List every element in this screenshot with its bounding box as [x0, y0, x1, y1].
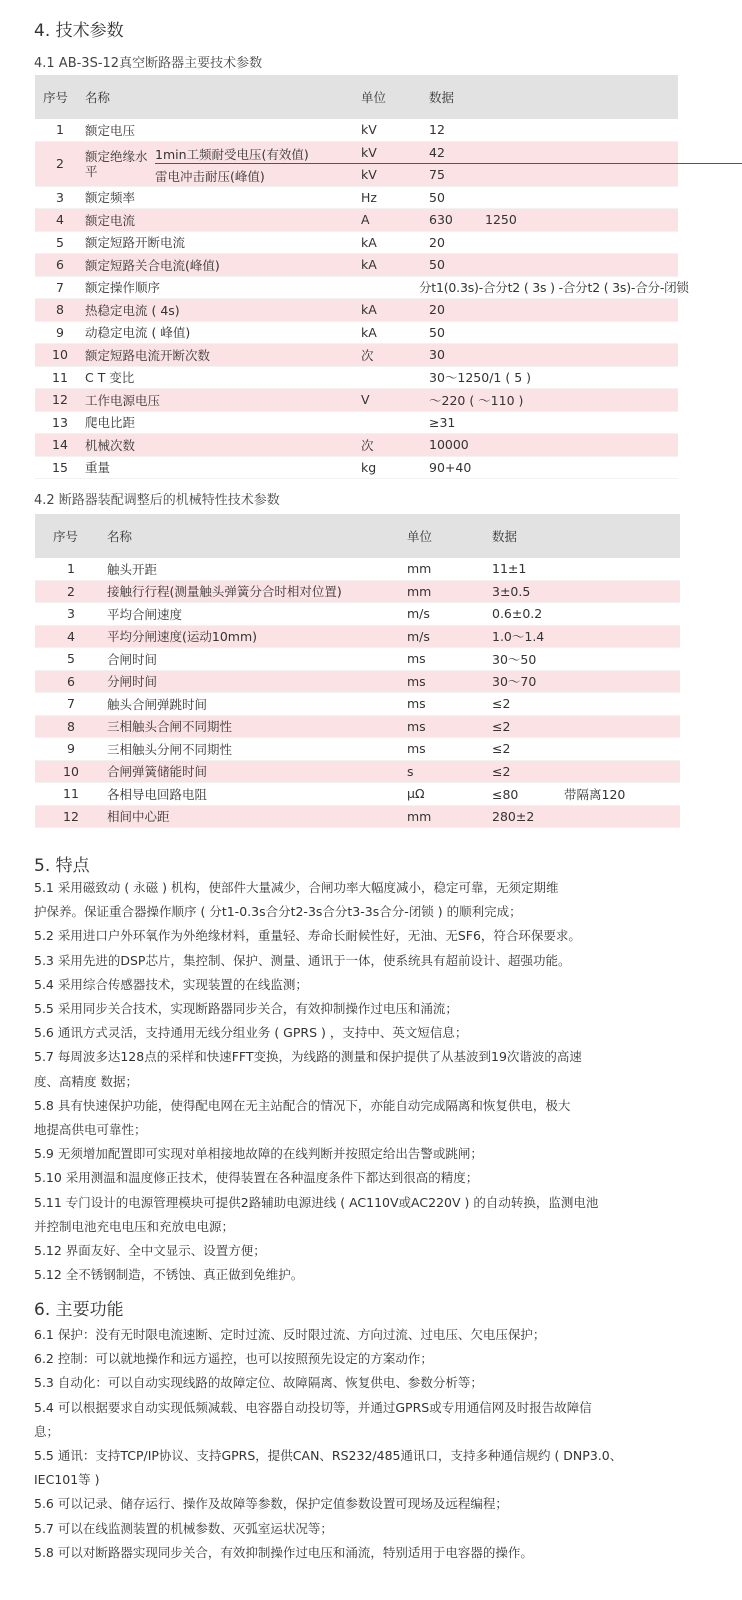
row-no: 3	[35, 603, 107, 626]
list-line: 5.3 自动化：可以自动实现线路的故障定位、故障隔离、恢复供电、参数分析等；	[34, 1375, 483, 1391]
list-line: 地提高供电可靠性；	[34, 1122, 147, 1138]
row-value: 42	[429, 144, 445, 160]
row-no: 4	[35, 625, 107, 648]
row-name: 平均分闸速度(运动10mm)	[107, 625, 407, 648]
row-unit-group	[361, 141, 429, 186]
row-no: 11	[35, 366, 85, 389]
list-line: 5.4 可以根据要求自动实现低频减载、电容器自动投切等，并通过GPRS或专用通信网及时报告故障信	[34, 1399, 592, 1415]
row-no: 3	[35, 186, 85, 209]
row-name: 三相触头分闸不同期性	[107, 738, 407, 761]
table-row	[35, 434, 678, 457]
list-line: IEC101等 )	[34, 1472, 100, 1488]
table-row	[35, 344, 678, 367]
row-unit: μΩ	[407, 783, 492, 806]
table2-caption: 4.2 断路器装配调整后的机械特性技术参数	[34, 493, 280, 508]
row-name: 额定频率	[85, 186, 361, 209]
row-unit: kA	[361, 299, 429, 322]
row-unit: s	[407, 760, 492, 783]
row-value: 30～1250/1 ( 5 )	[429, 366, 678, 389]
row-value: ≤2	[492, 715, 680, 738]
row-value-alt: 带隔离120	[564, 786, 626, 802]
row-no: 7	[35, 693, 107, 716]
row-no: 11	[35, 783, 107, 806]
col-header-data: 数据	[429, 75, 678, 119]
row-value: ≤80	[492, 786, 519, 802]
list-line: 息；	[34, 1423, 60, 1439]
row-value-group	[429, 209, 678, 232]
row-name: C T 变比	[85, 366, 361, 389]
list-line: 5.2 采用进口户外环氧作为外绝缘材料，重量轻、寿命长耐候性好，无油、无SF6，符合环保要求。	[34, 928, 581, 944]
list-line: 5.4 采用综合传感器技术，实现装置的在线监测；	[34, 976, 308, 992]
row-name: 额定电压	[85, 119, 361, 141]
row-no: 1	[35, 558, 107, 580]
row-no: 1	[35, 119, 85, 141]
row-subname: 雷电冲击耐压(峰值)	[155, 168, 265, 184]
col-header-data: 数据	[492, 514, 680, 558]
table-row	[35, 389, 678, 412]
table-row	[35, 321, 678, 344]
row-name-group	[85, 141, 361, 186]
list-line: 5.5 通讯：支持TCP/IP协议、支持GPRS，提供CAN、RS232/485通讯口，支持多种通信规约 ( DNP3.0、	[34, 1448, 623, 1464]
row-value: 20	[429, 299, 678, 322]
row-name: 动稳定电流 ( 峰值)	[85, 321, 361, 344]
list-line: 并控制电池充电电压和充放电电源；	[34, 1218, 235, 1234]
list-line: 5.3 采用先进的DSP芯片，集控制、保护、测量、通讯于一体，使系统具有超前设计、超强功能。	[34, 952, 571, 968]
row-value: ≥31	[429, 411, 678, 434]
col-header-name: 名称	[85, 75, 361, 119]
table-row	[35, 603, 680, 626]
row-unit: Hz	[361, 186, 429, 209]
table-row	[35, 805, 680, 828]
col-header-no: 序号	[35, 514, 107, 558]
list-line: 6.2 控制：可以就地操作和远方遥控，也可以按照预先设定的方案动作；	[34, 1351, 433, 1367]
row-value: 90+40	[429, 456, 678, 479]
row-name: 分闸时间	[107, 670, 407, 693]
row-no: 6	[35, 670, 107, 693]
row-name: 额定短路开断电流	[85, 231, 361, 254]
row-value: 10000	[429, 434, 678, 457]
table-row	[35, 411, 678, 434]
row-unit: 次	[361, 434, 429, 457]
row-unit: kA	[361, 254, 429, 277]
row-value: 30～50	[492, 648, 680, 671]
row-subname: 1min工频耐受电压(有效值)	[155, 146, 309, 162]
row-value: 280±2	[492, 805, 680, 828]
list-line: 5.9 无须增加配置即可实现对单相接地故障的在线判断并按照定给出告警或跳闸；	[34, 1146, 483, 1162]
table-row	[35, 558, 680, 580]
table-row	[35, 186, 678, 209]
row-unit: m/s	[407, 625, 492, 648]
list-line: 5.7 每周波多达128点的采样和快速FFT变换，为线路的测量和保护提供了从基波到19次谐波的高速	[34, 1049, 582, 1065]
table-row	[35, 738, 680, 761]
table-row	[35, 276, 678, 299]
row-value: 75	[429, 166, 445, 182]
table-row	[35, 670, 680, 693]
row-no: 2	[35, 580, 107, 603]
row-no: 9	[35, 321, 85, 344]
list-line: 5.11 专门设计的电源管理模块可提供2路辅助电源进线 ( AC110V或AC220V ) 的自动转换，监测电池	[34, 1194, 599, 1210]
row-value: ≤2	[492, 760, 680, 783]
spec-table-2	[35, 514, 680, 828]
row-unit: V	[361, 389, 429, 412]
row-unit: kV	[361, 166, 377, 182]
row-value: 30	[429, 344, 678, 367]
row-name: 触头开距	[107, 558, 407, 580]
section-5-title: 5. 特点	[34, 856, 90, 876]
row-unit: kV	[361, 144, 377, 160]
list-line: 度、高精度 数据；	[34, 1073, 138, 1089]
list-line: 5.8 可以对断路器实现同步关合，有效抑制操作过电压和涌流，特别适用于电容器的操作。	[34, 1544, 533, 1560]
section-4-title: 4. 技术参数	[34, 21, 124, 41]
row-no: 13	[35, 411, 85, 434]
row-name: 额定短路关合电流(峰值)	[85, 254, 361, 277]
list-line: 5.10 采用测温和温度修正技术，使得装置在各种温度条件下都达到很高的精度；	[34, 1170, 479, 1186]
row-unit: ms	[407, 738, 492, 761]
row-unit: kA	[361, 231, 429, 254]
row-no: 8	[35, 299, 85, 322]
row-unit: ms	[407, 648, 492, 671]
row-value: 分t1(0.3s)-合分t2 ( 3s ) -合分t2 ( 3s)-合分-闭锁	[419, 276, 668, 299]
row-name: 机械次数	[85, 434, 361, 457]
row-value-group	[429, 141, 678, 186]
row-unit: kg	[361, 456, 429, 479]
row-unit: mm	[407, 558, 492, 580]
table-row	[35, 119, 678, 141]
functions-list	[34, 1323, 724, 1565]
row-name: 额定电流	[85, 209, 361, 232]
row-name: 平均合闸速度	[107, 603, 407, 626]
row-name: 合闸时间	[107, 648, 407, 671]
row-name: 工作电源电压	[85, 389, 361, 412]
table-row	[35, 625, 680, 648]
table-row	[35, 299, 678, 322]
row-unit: ms	[407, 715, 492, 738]
row-no: 12	[35, 389, 85, 412]
list-line: 5.1 采用磁致动 ( 永磁 ) 机构，使部件大量减少，合闸功率大幅度减小，稳定可靠，无须定期维	[34, 880, 559, 895]
col-header-name: 名称	[107, 514, 407, 558]
row-value-alt: 1250	[485, 212, 517, 228]
row-value-group	[492, 783, 680, 806]
row-unit: 次	[361, 344, 429, 367]
row-value: 3±0.5	[492, 580, 680, 603]
row-value: 630	[429, 212, 453, 228]
row-name: 相间中心距	[107, 805, 407, 828]
row-no: 9	[35, 738, 107, 761]
table-row	[35, 648, 680, 671]
table-row	[35, 456, 678, 479]
table1-caption: 4.1 AB-3S-12真空断路器主要技术参数	[34, 56, 263, 71]
row-no: 12	[35, 805, 107, 828]
col-header-unit: 单位	[407, 514, 492, 558]
list-line: 护保养。保证重合器操作顺序 ( 分t1-0.3s合分t2-3s合分t3-3s合分-闭锁 ) 的顺利完成；	[34, 904, 522, 920]
section-6-title: 6. 主要功能	[34, 1300, 124, 1320]
list-line: 6.1 保护：没有无时限电流速断、定时过流、反时限过流、方向过流、过电压、欠电压保护；	[34, 1327, 546, 1342]
row-no: 14	[35, 434, 85, 457]
row-value: ≤2	[492, 738, 680, 761]
row-value: 50	[429, 186, 678, 209]
row-unit: m/s	[407, 603, 492, 626]
table-row	[35, 715, 680, 738]
row-value: 50	[429, 254, 678, 277]
row-value: 20	[429, 231, 678, 254]
list-line: 5.6 可以记录、储存运行、操作及故障等参数，保护定值参数设置可现场及远程编程；	[34, 1496, 508, 1512]
list-line: 5.6 通讯方式灵活，支持通用无线分组业务 ( GPRS ) ，支持中、英文短信息；	[34, 1025, 468, 1041]
table-row	[35, 783, 680, 806]
table-row	[35, 760, 680, 783]
row-name: 合闸弹簧储能时间	[107, 760, 407, 783]
features-list	[34, 876, 724, 1287]
row-unit: kV	[361, 119, 429, 141]
table-row	[35, 366, 678, 389]
row-value: ≤2	[492, 693, 680, 716]
list-line: 5.12 全不锈钢制造，不锈蚀、真正做到免维护。	[34, 1267, 304, 1283]
list-line: 5.7 可以在线监测装置的机械参数、灭弧室运状况等；	[34, 1520, 333, 1536]
row-name: 额定短路电流开断次数	[85, 344, 361, 367]
row-value: 12	[429, 119, 678, 141]
row-value: 1.0～1.4	[492, 625, 680, 648]
row-name: 触头合闸弹跳时间	[107, 693, 407, 716]
col-header-no: 序号	[35, 75, 85, 119]
row-value: 11±1	[492, 558, 680, 580]
table-row	[35, 254, 678, 277]
row-no: 2	[35, 141, 85, 186]
row-no: 7	[35, 276, 85, 299]
row-name: 热稳定电流 ( 4s)	[85, 299, 361, 322]
table-row	[35, 693, 680, 716]
col-header-unit: 单位	[361, 75, 429, 119]
row-no: 5	[35, 231, 85, 254]
row-no: 5	[35, 648, 107, 671]
row-unit: ms	[407, 670, 492, 693]
list-line: 5.5 采用同步关合技术，实现断路器同步关合，有效抑制操作过电压和涌流；	[34, 1001, 458, 1017]
row-name: 爬电比距	[85, 411, 361, 434]
row-no: 10	[35, 760, 107, 783]
row-unit: mm	[407, 805, 492, 828]
row-name: 三相触头合闸不同期性	[107, 715, 407, 738]
row-name: 额定操作顺序	[85, 276, 361, 299]
row-unit: mm	[407, 580, 492, 603]
row-unit	[361, 411, 429, 434]
row-unit	[361, 366, 429, 389]
table-row	[35, 209, 678, 232]
row-value: ～220 ( ～110 )	[429, 389, 678, 412]
row-unit: kA	[361, 321, 429, 344]
row-name: 额定绝缘水平	[85, 148, 148, 179]
table-row	[35, 141, 678, 186]
row-value: 0.6±0.2	[492, 603, 680, 626]
row-value: 50	[429, 321, 678, 344]
row-unit: ms	[407, 693, 492, 716]
row-no: 6	[35, 254, 85, 277]
row-no: 10	[35, 344, 85, 367]
list-line: 5.8 具有快速保护功能，使得配电网在无主站配合的情况下，亦能自动完成隔离和恢复供电，极大	[34, 1097, 571, 1113]
row-no: 15	[35, 456, 85, 479]
row-no: 4	[35, 209, 85, 232]
row-no: 8	[35, 715, 107, 738]
row-name: 接触行行程(测量触头弹簧分合时相对位置)	[107, 580, 407, 603]
table-row	[35, 231, 678, 254]
row-value: 30～70	[492, 670, 680, 693]
row-unit: A	[361, 209, 429, 232]
table-row	[35, 580, 680, 603]
row-name: 各相导电回路电阻	[107, 783, 407, 806]
spec-table-1	[35, 75, 689, 479]
row-name: 重量	[85, 456, 361, 479]
list-line: 5.12 界面友好、全中文显示、设置方便；	[34, 1243, 266, 1259]
